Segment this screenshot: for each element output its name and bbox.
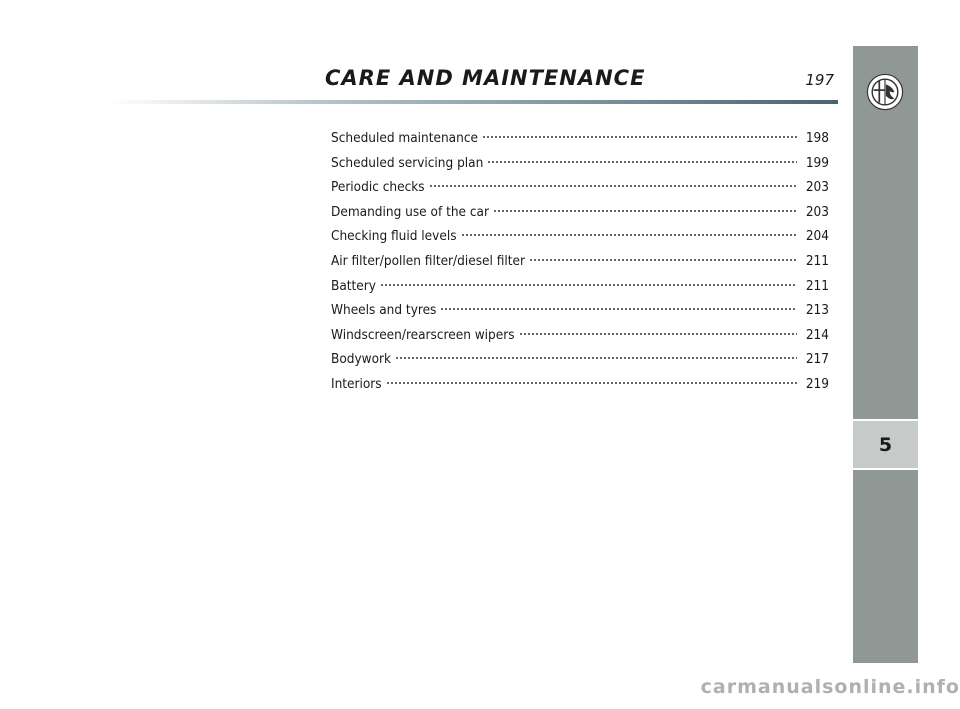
toc-entry-page: 211 xyxy=(805,277,829,294)
toc-entry-label: Battery xyxy=(331,277,376,294)
toc-entry-interiors[interactable] xyxy=(331,372,829,397)
dot-leader xyxy=(482,136,797,138)
toc-entry-page: 203 xyxy=(805,179,829,196)
toc-entry-bodywork[interactable] xyxy=(331,347,829,372)
toc-entry-page: 219 xyxy=(805,375,829,392)
toc-entry-label: Windscreen/rearscreen wipers xyxy=(331,326,515,343)
toc-entry-battery[interactable] xyxy=(331,274,829,299)
toc-entry-label: Interiors xyxy=(331,375,382,392)
dot-leader xyxy=(395,357,797,359)
toc-entry-checking-fluid-levels[interactable] xyxy=(331,224,829,249)
toc-entry-demanding-use[interactable] xyxy=(331,200,829,225)
toc-entry-periodic-checks[interactable] xyxy=(331,175,829,200)
toc-entry-page: 204 xyxy=(805,228,829,245)
toc-entry-page: 203 xyxy=(805,203,829,220)
toc-entry-page: 198 xyxy=(805,130,829,146)
toc-entry-label: Checking fluid levels xyxy=(331,228,457,245)
page-title: CARE AND MAINTENANCE xyxy=(325,66,646,90)
watermark: carmanualsonline.info xyxy=(700,676,960,698)
side-tab-bottom xyxy=(853,470,918,663)
dot-leader xyxy=(487,161,797,163)
toc-entry-label: Air filter/pollen filter/diesel filter xyxy=(331,252,525,269)
toc-entry-scheduled-servicing-plan[interactable] xyxy=(331,151,829,176)
toc-entry-wheels-and-tyres[interactable] xyxy=(331,298,829,323)
toc-entry-scheduled-maintenance[interactable] xyxy=(331,126,829,151)
toc-entry-page: 199 xyxy=(805,154,829,171)
alfa-romeo-logo-icon xyxy=(866,73,904,111)
dot-leader xyxy=(529,259,797,261)
toc-entry-label: Scheduled servicing plan xyxy=(331,154,484,171)
toc-entry-label: Scheduled maintenance xyxy=(331,130,478,146)
chapter-number: 5 xyxy=(878,433,893,456)
toc-entry-page: 213 xyxy=(805,302,829,319)
toc-entry-air-filter[interactable] xyxy=(331,249,829,274)
dot-leader xyxy=(380,284,797,286)
toc-entry-label: Wheels and tyres xyxy=(331,302,437,319)
table-of-contents xyxy=(331,126,829,397)
toc-entry-page: 217 xyxy=(805,351,829,368)
dot-leader xyxy=(440,308,797,310)
dot-leader xyxy=(429,185,797,187)
toc-entry-wipers[interactable] xyxy=(331,323,829,348)
dot-leader xyxy=(386,382,797,384)
toc-entry-label: Periodic checks xyxy=(331,179,425,196)
toc-entry-page: 214 xyxy=(805,326,829,343)
toc-entry-label: Bodywork xyxy=(331,351,392,368)
dot-leader xyxy=(461,234,797,236)
chapter-tab[interactable] xyxy=(853,421,918,468)
toc-entry-page: 211 xyxy=(805,252,829,269)
page-number: 197 xyxy=(805,71,834,89)
dot-leader xyxy=(493,210,797,212)
dot-leader xyxy=(519,333,797,335)
header-rule xyxy=(110,100,838,104)
toc-entry-label: Demanding use of the car xyxy=(331,203,489,220)
